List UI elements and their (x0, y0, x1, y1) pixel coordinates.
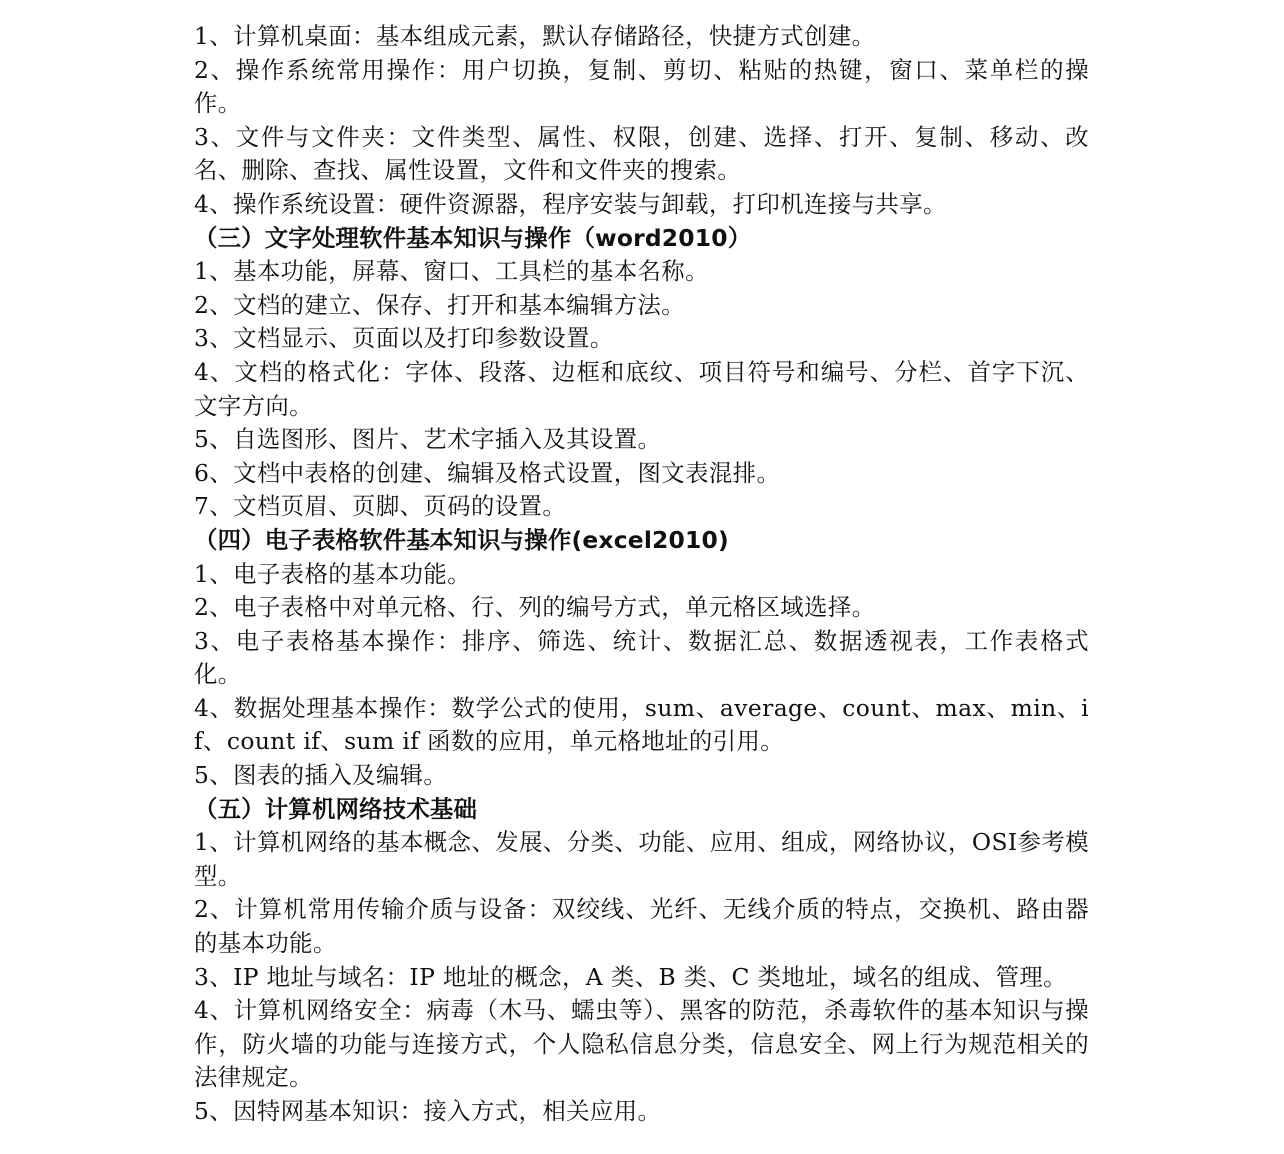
list-item: 2、计算机常用传输介质与设备：双绞线、光纤、无线介质的特点，交换机、路由器的基本功能。 (194, 895, 1089, 958)
document-page (194, 20, 1089, 1129)
list-item: 1、计算机桌面：基本组成元素，默认存储路径，快捷方式创建。 (194, 22, 876, 50)
section-heading-excel: （四）电子表格软件基本知识与操作(excel2010) (194, 525, 729, 554)
list-item: 1、计算机网络的基本概念、发展、分类、功能、应用、组成，网络协议，OSI参考模型。 (194, 828, 1089, 890)
list-item: 3、电子表格基本操作：排序、筛选、统计、数据汇总、数据透视表，工作表格式化。 (194, 626, 1089, 689)
list-item: 3、文件与文件夹：文件类型、属性、权限，创建、选择、打开、复制、移动、改名、删除、查找、属性设置，文件和文件夹的搜索。 (194, 122, 1089, 185)
list-item: 4、计算机网络安全：病毒（木马、蠕虫等）、黑客的防范，杀毒软件的基本知识与操作，防火墙的功能与连接方式，个人隐私信息分类，信息安全、网上行为规范相关的法律规定。 (194, 996, 1089, 1092)
list-item: 5、自选图形、图片、艺术字插入及其设置。 (194, 425, 662, 454)
list-item: 4、操作系统设置：硬件资源器，程序安装与卸载，打印机连接与共享。 (194, 189, 947, 218)
list-item: 6、文档中表格的创建、编辑及格式设置，图文表混排。 (194, 458, 781, 487)
list-item: 1、基本功能，屏幕、窗口、工具栏的基本名称。 (194, 257, 709, 286)
list-item: 1、电子表格的基本功能。 (194, 559, 471, 588)
list-item: 5、因特网基本知识：接入方式，相关应用。 (194, 1097, 662, 1125)
list-item: 7、文档页眉、页脚、页码的设置。 (194, 492, 567, 521)
list-item: 2、电子表格中对单元格、行、列的编号方式，单元格区域选择。 (194, 593, 876, 622)
list-item: 3、文档显示、页面以及打印参数设置。 (194, 324, 614, 353)
list-item: 2、操作系统常用操作：用户切换，复制、剪切、粘贴的热键，窗口、菜单栏的操作。 (194, 55, 1089, 118)
section-heading-word: （三）文字处理软件基本知识与操作（word2010） (194, 223, 752, 252)
list-item: 3、IP 地址与域名：IP 地址的概念，A 类、B 类、C 类地址，域名的组成、管理。 (194, 962, 1067, 991)
list-item: 4、文档的格式化：字体、段落、边框和底纹、项目符号和编号、分栏、首字下沉、文字方向。 (194, 357, 1089, 420)
section-heading-network: （五）计算机网络技术基础 (194, 794, 478, 823)
list-item: 4、数据处理基本操作：数学公式的使用，sum、average、count、max、min、if、count if、sum if 函数的应用，单元格地址的引用。 (194, 693, 1089, 756)
list-item: 2、文档的建立、保存、打开和基本编辑方法。 (194, 290, 686, 319)
list-item: 5、图表的插入及编辑。 (194, 761, 448, 790)
